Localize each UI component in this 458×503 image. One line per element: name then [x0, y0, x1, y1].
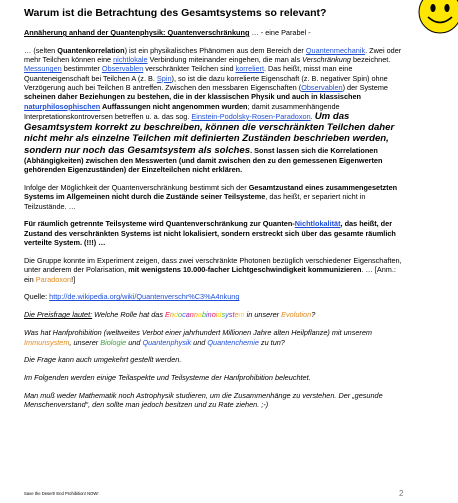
- rainbow-letter: s: [221, 310, 226, 320]
- rainbow-letter: n: [189, 310, 194, 320]
- text-paradoxon: Paradoxon: [35, 274, 72, 284]
- link-epr-paradoxon[interactable]: Einstein-Podolsky-Rosen-Paradoxon: [191, 111, 311, 121]
- rainbow-letter: y: [225, 310, 229, 320]
- text: , unserer: [69, 337, 101, 347]
- rainbow-letter: n: [193, 310, 198, 320]
- text: . Das heißt, misst man eine Quanteneigenschaft bei Teilchen A (z. B.: [24, 64, 353, 83]
- rainbow-letter: o: [211, 310, 216, 320]
- text-bold: Gesamtzustand eines zusammengesetzten Systems im Allgemeinen nicht durch die Zustände seiner Teilsysteme: [24, 182, 398, 202]
- text-evolution: Evolution: [281, 310, 312, 320]
- text: ) ist ein physikalisches Phänomen aus dem Bereich der: [124, 45, 306, 55]
- paragraph-nichtlokalitaet: [24, 219, 404, 247]
- text-bold: Auffassungen nicht angenommen wurden: [100, 101, 248, 111]
- smiley-icon: [418, 0, 458, 34]
- rainbow-letter: o: [178, 310, 183, 320]
- text: … (selten: [24, 45, 58, 55]
- page-title: Warum ist die Betrachtung des Gesamtsystems so relevant?: [24, 7, 327, 19]
- text: bestimmter: [61, 64, 102, 74]
- subheading-line: [24, 28, 404, 37]
- text: ), so ist die dazu korrelierte Eigenschaft (z. B. negativer Spin) ohne Verzögerung auch bei Teilchen B antreffen. Zwischen den messbaren Eigenschaften (: [24, 73, 388, 93]
- text: Für räumlich getrennte Teilsysteme wird Quantenverschränkung zur Quanten-: [24, 219, 295, 229]
- text: zu tun?: [258, 337, 285, 347]
- link-observablen-2[interactable]: Observablen: [301, 83, 343, 93]
- rainbow-letter: d: [217, 310, 222, 320]
- text: Welche Rolle hat das: [92, 310, 166, 320]
- text: und: [126, 337, 143, 347]
- rainbow-letter: s: [228, 310, 233, 320]
- link-nichtlokale[interactable]: nichtlokale: [113, 55, 148, 65]
- text: ) der Systeme: [342, 83, 388, 93]
- rainbow-letter: n: [207, 310, 212, 320]
- link-messungen[interactable]: Messungen: [24, 64, 62, 74]
- text: verschränkter Teilchen sind: [143, 64, 236, 74]
- text-bold: Quantenkorrelation: [57, 45, 125, 55]
- text: Verbindung miteinander eingehen, die man als: [147, 55, 303, 65]
- paragraph-teilaspekte: Im Folgenden werden einige Teilaspekte und Teilsysteme der Hanfprohibition beleuchtet.: [24, 373, 311, 383]
- paragraph-gesamtzustand: [24, 183, 404, 211]
- text: !]: [71, 274, 76, 284]
- subheading: Annäherung anhand der Quantenphysik: Quantenverschränkung: [24, 28, 250, 37]
- text-underlined: Die Preisfrage lautet:: [24, 310, 93, 320]
- text: . Zwei oder mehr Teilchen können eine: [24, 45, 402, 65]
- rainbow-letter: t: [232, 310, 235, 320]
- page-number: 2: [399, 489, 404, 498]
- text: ; damit zusammenhängende Interpretationskontroversen betreffen u. a. das sog.: [24, 101, 340, 121]
- paragraph-menschenverstand: Man muß weder Mathematik noch Astrophysik studieren, um die Zusammenhänge zu verstehen. Der „gesunde Menschenverstand“, den sollte man jedoch besitzen und zu Rate ziehen. ;-): [24, 391, 383, 410]
- text: und: [191, 337, 208, 347]
- link-korreliert[interactable]: korreliert: [235, 64, 264, 74]
- text: , das heißt, der Zustand des verschränkten Systems ist nicht lokalisiert, sondern erstreckt sich über das gesamte räumlich verteilte System. (!!!) …: [24, 219, 396, 248]
- rainbow-letter: d: [173, 310, 179, 320]
- question-preisfrage: [24, 310, 404, 319]
- text: Die Gruppe konnte im Experiment zeigen, dass zwei verschränkte Photonen bezüglich verschiedener Eigenschaften, unter anderem der Polarisation,: [24, 255, 402, 275]
- rainbow-letter: b: [201, 310, 207, 320]
- text-quantenchemie: Quantenchemie: [207, 337, 259, 347]
- text: bezeichnet.: [350, 55, 391, 65]
- text-rainbow-endocannabinoid: [165, 310, 245, 319]
- text: Infolge der Möglichkeit der Quantenverschränkung bestimmt sich der: [24, 182, 249, 192]
- rainbow-letter: n: [169, 310, 174, 320]
- text-bold: . Sonst lassen sich die Korrelationen (Abhängigkeiten) zwischen den Messwerten (und damit zwischen den zu den gemessenen Eigenwerten gehörenden Eigenzuständen) der Einzelteilchen nicht erklären.: [24, 145, 383, 175]
- rainbow-letter: a: [197, 310, 202, 320]
- source-label: Quelle:: [24, 292, 50, 302]
- paragraph-experiment: [24, 256, 404, 284]
- text-immunsystem: Immunsystem: [24, 337, 70, 347]
- text: in unserer: [244, 310, 282, 320]
- text: Was hat Hanfprohibition (weltweites Verbot einer jahrhundert Millionen Jahre alten Heilpflanze) mit unserem: [24, 328, 372, 338]
- text: . … [Anm.: ein: [24, 265, 396, 284]
- text: ?: [311, 310, 316, 320]
- link-naturphilosophischen[interactable]: naturphilosophischen: [24, 101, 101, 111]
- rainbow-letter: e: [234, 310, 239, 320]
- rainbow-letter: i: [215, 310, 218, 320]
- rainbow-letter: m: [238, 310, 245, 320]
- text-quantenphysik: Quantenphysik: [142, 337, 192, 347]
- rainbow-letter: E: [165, 310, 170, 320]
- link-quantenmechanik[interactable]: Quantenmechanik: [305, 45, 366, 55]
- footer-text: Save the Desert! End Prohibition! NOW!: [24, 491, 99, 496]
- question-hanfprohibition: [24, 328, 404, 347]
- rainbow-letter: i: [206, 310, 208, 320]
- text-emphasis: Um das Gesamtsystem korrekt zu beschreiben, können die verschränkten Teilchen daher nicht mehr als einzelne Teilchen mit definierten Zuständen beschrieben werden, sondern nur noch das Gesamtsystem als solches: [24, 110, 395, 156]
- text-bold: scheinen daher Beziehungen zu bestehen, die in der klassischen Physik und auch in klassischen: [24, 92, 361, 102]
- link-nichtlokalitaet[interactable]: Nichtlokalität: [294, 219, 341, 229]
- question-umgekehrt: Die Frage kann auch umgekehrt gestellt werden.: [24, 355, 182, 365]
- link-spin[interactable]: Spin: [156, 73, 172, 83]
- link-observablen[interactable]: Observablen: [101, 64, 144, 74]
- source-line: [24, 292, 404, 301]
- document-body: [24, 28, 404, 418]
- text-bold: mit wenigstens 10.000-facher Lichtgeschwindigkeit kommunizieren: [128, 265, 362, 275]
- text-biologie: Biologie: [100, 337, 127, 347]
- rainbow-letter: c: [182, 310, 186, 320]
- text-italic: Verschränkung: [302, 55, 351, 65]
- subheading-suffix: … - eine Parabel -: [249, 28, 311, 37]
- text: .: [310, 111, 315, 121]
- source-link[interactable]: http://de.wikipedia.org/wiki/Quantenverschr%C3%A4nkung: [49, 292, 240, 302]
- paragraph-entanglement: [24, 46, 404, 174]
- text: , das heißt, er separiert nicht in Teilzustände. …: [24, 192, 366, 211]
- rainbow-letter: a: [185, 310, 190, 320]
